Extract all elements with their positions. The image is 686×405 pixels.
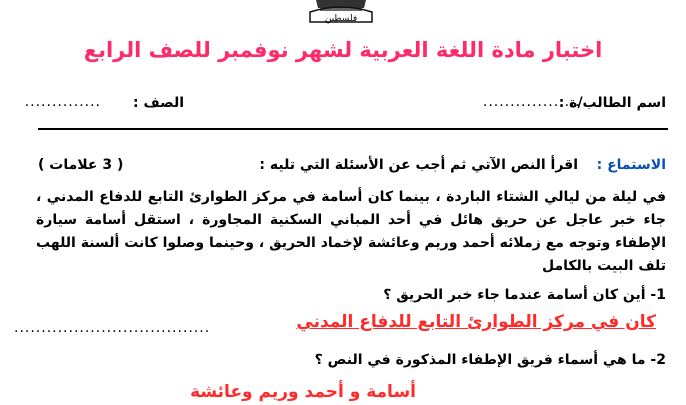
marks-badge: ( 3 علامات ) <box>38 157 124 173</box>
student-name-label: اسم الطالب/ة : <box>558 95 666 111</box>
answer-1-dotted-line: .................................... <box>14 320 211 336</box>
separator-line <box>38 128 668 130</box>
palestine-emblem-logo <box>296 0 386 30</box>
class-label: الصف : <box>133 95 184 111</box>
emblem-text: فلسطين <box>324 14 358 24</box>
page-title: اختبار مادة اللغة العربية لشهر نوفمبر للصف الرابع <box>83 38 603 62</box>
listening-instruction: اقرأ النص الآتي ثم أجب عن الأسئلة التي تليه : <box>259 157 578 173</box>
question-2: 2- ما هي أسماء فريق الإطفاء المذكورة في النص ؟ <box>314 352 666 368</box>
student-name-field: .................. <box>482 94 581 110</box>
class-field: .............. <box>24 94 101 110</box>
answer-1: كان في مركز الطوارئ التابع للدفاع المدني <box>296 312 656 332</box>
passage-text: في ليلة من ليالي الشتاء الباردة ، بينما كان أسامة في مركز الطوارئ التابع للدفاع المدني ، جاء خبر عاجل عن حريق هائل في أحد المباني السكنية المجاورة ، استقل أسامة سيارة الإطفاء وتوجه مع زملائه أحمد وريم وعائشة لإخماد الحريق ، وحينما وصلوا كانت ألسنة اللهب تلف البيت بالكامل <box>36 189 666 274</box>
question-1: 1- أين كان أسامة عندما جاء خبر الحريق ؟ <box>383 287 666 303</box>
answer-2: أسامة و أحمد وريم وعائشة <box>190 382 416 402</box>
listening-section-label: الاستماع : <box>596 157 666 173</box>
